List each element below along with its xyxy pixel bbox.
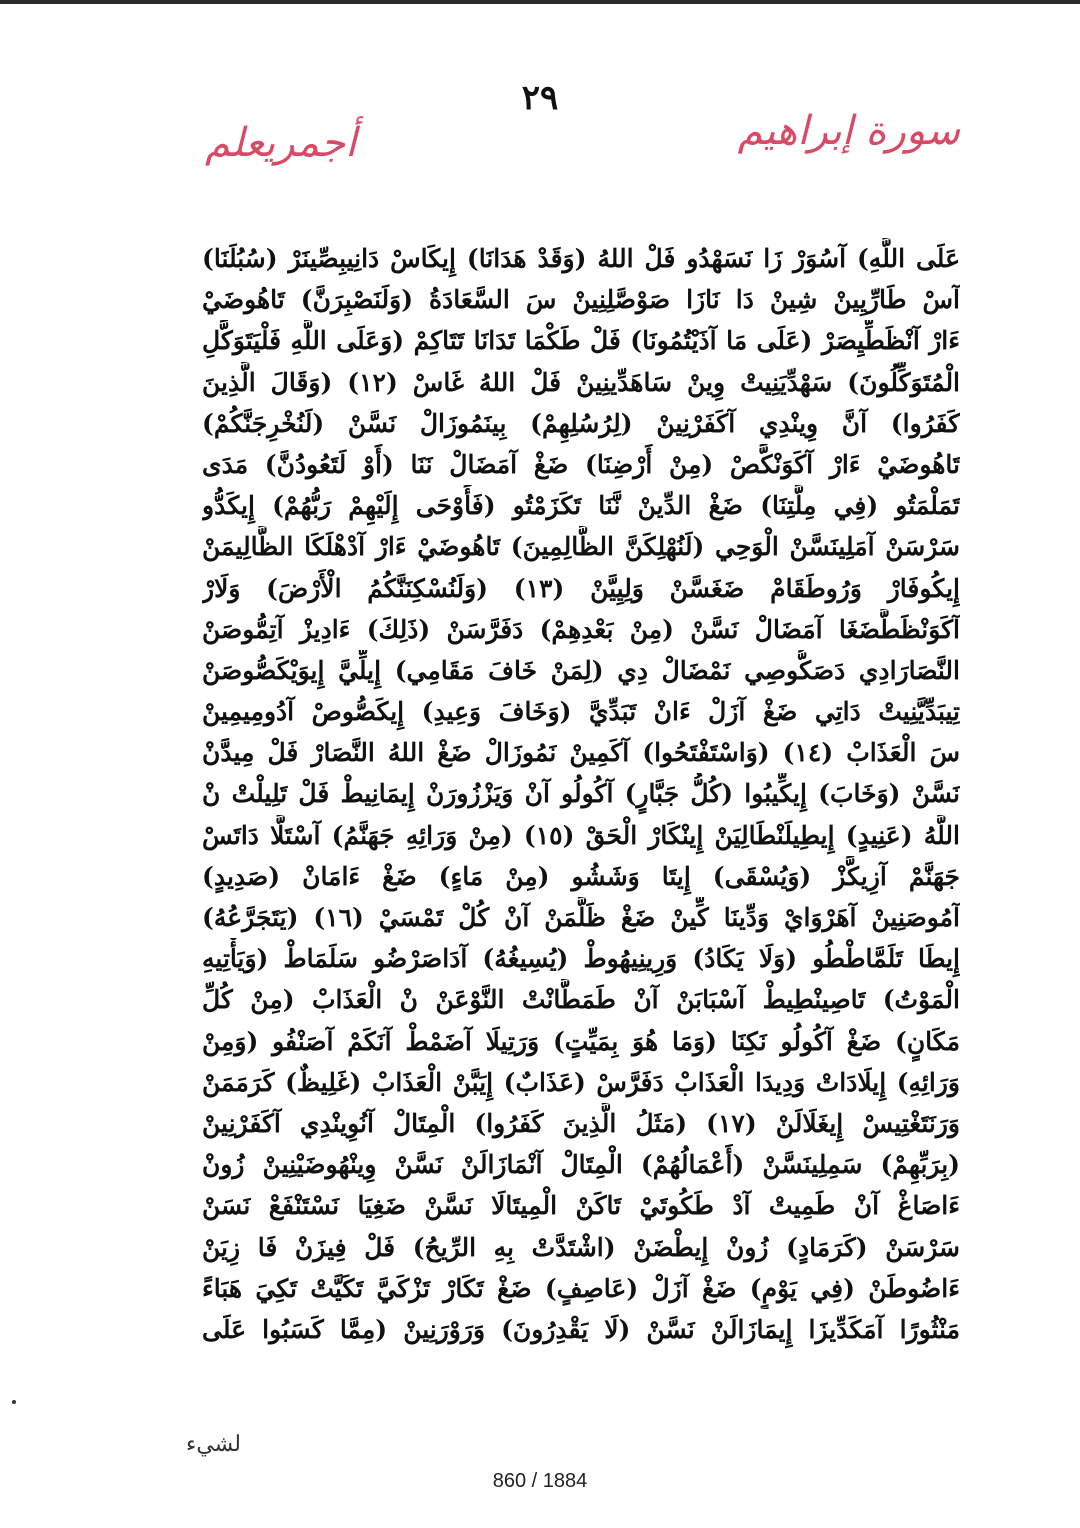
text-line: سَ الْعَذَابْ (١٤) (وَاسْتَفْتَحُوا) آكَمِينْ نَمُوزَالْ ضَغْ اللهُ النَّصَارْ فَلْ مِيدَّنْ bbox=[202, 738, 960, 768]
text-line: النَّصَارَادِي دَصَكُّوصِي نَمْضَالْ دِي (لِمَنْ خَافَ مَقَامِي) إِيلِّيَّ إِيوَيْكَصُّوصَنْ bbox=[202, 655, 960, 685]
text-line: سَرْسَنْ آمَلِينَسَّنْ الْوَحِي (لَنُهْلِكَنَّ الظَّالِمِينَ) تَاهُوضَيْ ءَارْ آدْهْلَكَا الظَّالِيمَنْ bbox=[202, 532, 960, 562]
text-line: جَهَنَّمْ آزِيكَّزْ (وَيُسْقَى) إِيتَا وَشَشُو (مِنْ مَاءٍ) ضَغْ ءَامَانْ (صَدِيدٍ) bbox=[202, 861, 960, 891]
text-line: وَرَنَتَغْتِيسْ إِيغَلَالَنْ (١٧) (مَثَلُ الَّذِينَ كَفَرُوا) الْمِتَالْ آنُوِينْدِي آكَفَرْنِينْ bbox=[202, 1108, 960, 1138]
text-line: ءَاضُوطَنْ (فِي يَوْمٍ) ضَغْ آزَلْ (عَاصِفٍ) ضَغْ تَكَارْ تَزْكَيَّ تَكَيَّتْ تَكِيَ هَبَاءً bbox=[202, 1273, 960, 1303]
text-line: ءَارْ آنْظَطِّيِصَرْ (عَلَى مَا آذَيْتُمُونَا) فَلْ طَكْمَا تَدَانَا تَتَاكِمْ (وَعَلَى اللَّهِ فَلْيَتَوَكَّلِ bbox=[202, 326, 960, 356]
text-line: مَنْثُورًا آمَكَدِّيزَا إِيمَازَالَنْ نَسَّنْ (لَا يَقْدِرُونَ) وَرَوْرَنِينْ (مِمَّا كَسَبُوا عَلَى bbox=[202, 1314, 960, 1344]
text-line: نَسَّنْ (وَخَابَ) إِيكِّيبُوا (كُلُّ جَبَّارٍ) آكُولُو آنْ وَيَزْزُورَنْ إِيمَانِيطْ فَلْ تَلِيلْتْ نْ bbox=[202, 779, 960, 809]
text-line: آكَوَنْظَطَّضَغَا آمَضَالْ نَسَّنْ (مِنْ بَعْدِهِمْ) دَفَرَّسَنْ (ذَلِكَ) ءَادِيزْ آتِمُّوصَنْ bbox=[202, 614, 960, 644]
text-line: تَاهُوضَيْ ءَارْ آكَوَنْكَّصْ (مِنْ أَرْضِنَا) ضَغْ آمَضَالْ نَنَا (أَوْ لَتَعُودُنَّ) مَدَى bbox=[202, 449, 960, 479]
text-line: آسْ طَارِّيِينْ شِينْ دَا نَازَا صَوْصَّلِنِينْ سَ السَّعَادَةُ (وَلَنَصْبِرَنَّ) تَاهُوضَيْ bbox=[202, 285, 960, 315]
text-line: اللَّهُ (عَنِيدٍ) إِيطِيلَنْطَالِيَنْ إِينْكَارْ الْحَقْ (١٥) (مِنْ وَرَائِهِ جَهَنَّمُ) آسْتَلَّا دَاتَسْ bbox=[202, 820, 960, 850]
text-line: إِيكُوفَارْ وَرُوطَقَامْ ضَغَسَّنْ وَلِيِيَّنْ (١٣) (وَلَنُسْكِنَنَّكُمُ الْأَرْضَ) وَلَارْ bbox=[202, 573, 960, 603]
text-line: مَكَانٍ) ضَغْ آكُولُو نَكِنَا (وَمَا هُوَ بِمَيِّتٍ) وَرَتِيلَا آضَمْطْ آنَكَمْ آصَنْفُو (وَمِنْ bbox=[202, 1026, 960, 1056]
text-line: كَفَرُوا) آنَّ وِينْدِي آكَفَرْنِينْ (لِرُسُلِهِمْ) بِينَمُوزَالْ نَسَّنْ (لَنُخْرِجَنَّكُمْ) bbox=[202, 408, 960, 438]
text-line: آمُوصَنِينْ آهَرْوَايْ وَدِّينَا كِّينْ ضَغْ ظَلَّمَنْ آنْ كُلْ تَمْسَيْ (١٦) (يَتَجَرَّعُهُ) bbox=[202, 903, 960, 932]
text-line: الْمُتَوَكِّلُونَ) سَهْدِّيَنِيتْ وِينْ سَاهَدِّينِينْ فَلْ اللهُ غَاسْ (١٢) (وَقَالَ الَّذِينَ bbox=[202, 367, 960, 397]
manuscript-text bbox=[202, 238, 960, 1350]
top-border bbox=[0, 0, 1080, 4]
text-line: تِيبَدِّيَّنِيتْ دَاتِي ضَغْ آزَلْ ءَانْ تَبَدِّيَّ (وَخَافَ وَعِيدِ) إِيكَصُّوصْ آدُومِيمِينْ bbox=[202, 697, 960, 727]
text-line: إِيطَا تَلَمَّاطْطُو (وَلَا يَكَادُ) وَرِينِيهُوطْ (يُسِيغُهُ) آدَاصَرْضُو سَلَمَاطْ (وَيَأْتِيهِ bbox=[202, 944, 960, 974]
text-line: عَلَى اللَّهِ) آسُوَرْ زَا نَسَهْدُو فَلْ اللهُ (وَقَدْ هَدَانَا) إِيكَاسْ دَانِيبِصِّينَرْ (سُبُلَنَا) bbox=[202, 244, 960, 273]
text-line: الْمَوْتُ) تَاصِينْطِيطْ آسْبَابَنْ آنْ طَمَطَّانْتْ النَّوْعَنْ نْ الْعَذَابْ (مِنْ كُلِّ bbox=[202, 985, 960, 1015]
page-indicator: 860 / 1884 bbox=[492, 1470, 588, 1492]
text-line: (بِرَبِّهِمْ) سَمِلِينَسَّنْ (أَعْمَالُهُمْ) الْمِتَالْ آنْمَازَالَنْ نَسَّنْ وِينْهُوضَيْنِينْ زُونْ bbox=[202, 1150, 960, 1180]
surah-title-handwritten: سورة إبراهيم bbox=[737, 108, 960, 154]
edge-mark bbox=[12, 1400, 16, 1404]
text-line: وَرَائِهِ) إِيلَادَاتْ وَدِيدَا الْعَذَابْ دَفَرَّسْ (عَذَابٌ) إِيَبَّنْ الْعَذَابْ (غَلِيظٌ) كَرَمَمَنْ bbox=[202, 1067, 960, 1097]
text-line: ءَاصَاغْ آنْ طَمِيتْ آدْ طَكُوتَيْ تَاكَنْ الْمِيتَالَا نَسَّنْ ضَغِيَا نَسْتَنْفَعْ نَسَنْ bbox=[202, 1191, 960, 1221]
text-line: تَمَلْمَتُو (فِي مِلَّتِنَا) ضَغْ الدِّينْ نَّنَا تَكَزَمْتُو (فَأَوْحَى إِلَيْهِمْ رَبُّهُمْ) إِيكَدُّو bbox=[202, 491, 960, 521]
margin-note-handwritten: أجمريعلم bbox=[205, 120, 357, 166]
text-line: سَرْسَنْ (كَرَمَادٍ) زُونْ إِيطْضَنْ (اشْتَدَّتْ بِهِ الرِّيحُ) فَلْ فِيزَنْ فَا زِيَنْ bbox=[202, 1232, 960, 1262]
page-number: ٢٩ bbox=[521, 78, 559, 118]
catchword-note: لشيء bbox=[186, 1432, 242, 1457]
